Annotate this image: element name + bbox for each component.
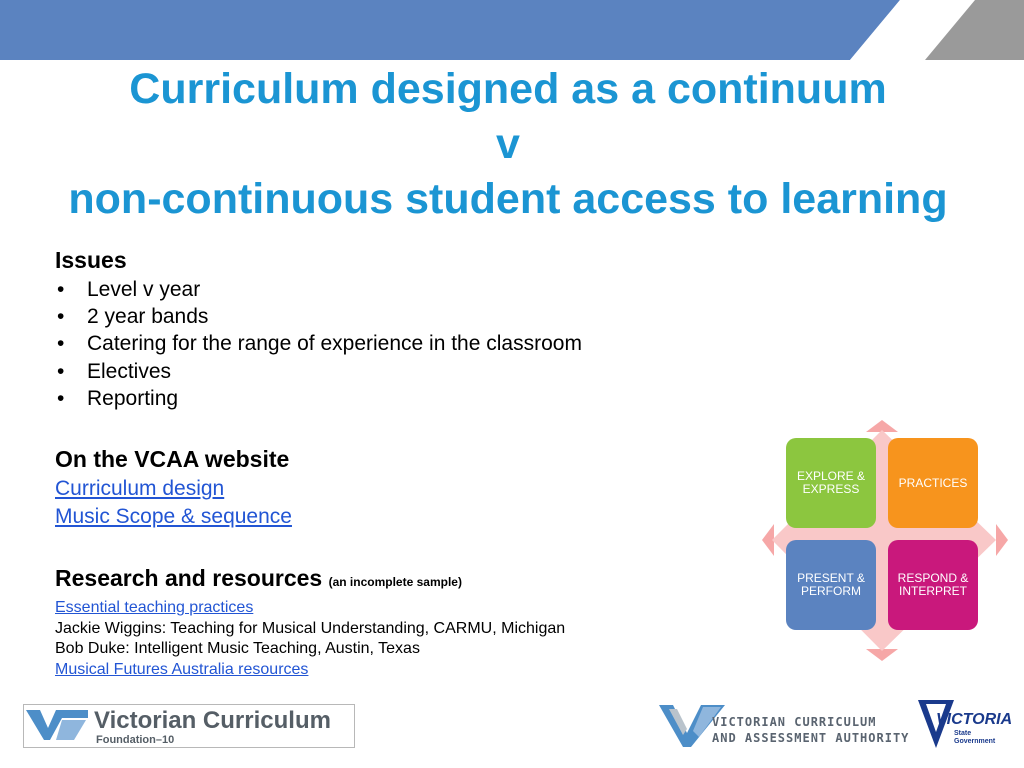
bullet: •	[57, 359, 65, 383]
vcaa-line-2: AND ASSESSMENT AUTHORITY	[712, 731, 910, 745]
research-heading-text: Research and resources	[55, 565, 323, 592]
bullet: •	[57, 305, 65, 329]
explore-express-box: EXPLORE & EXPRESS	[786, 438, 876, 528]
list-item-text: 2 year bands	[87, 305, 209, 329]
research-note: (an incomplete sample)	[328, 575, 462, 590]
list-item-text: Catering for the range of experience in the classroom	[87, 332, 582, 356]
content-body	[55, 244, 735, 680]
research-heading	[55, 562, 735, 598]
musical-futures-link[interactable]: Musical Futures Australia resources	[55, 660, 309, 678]
list-item-text: Level v year	[87, 278, 201, 301]
music-scope-sequence-link[interactable]: Music Scope & sequence	[55, 505, 292, 529]
vcaa-logo-text	[712, 714, 909, 746]
bullet: •	[57, 278, 65, 301]
title-line-1: Curriculum designed as a continuum	[129, 65, 887, 113]
issues-heading: Issues	[55, 247, 127, 273]
issues-list	[55, 276, 735, 412]
respond-interpret-box: RESPOND & INTERPRET	[888, 540, 978, 630]
resource-line: Jackie Wiggins: Teaching for Musical Understanding, CARMU, Michigan	[55, 619, 566, 637]
vc-title: Victorian Curriculum	[94, 707, 331, 734]
list-item	[55, 358, 735, 385]
title-line-3: non-continuous student access to learning	[68, 175, 948, 223]
vic-sub-1: State	[954, 730, 972, 737]
list-item-text: Reporting	[87, 386, 179, 410]
list-item	[55, 303, 735, 330]
essential-teaching-practices-link[interactable]: Essential teaching practices	[55, 599, 254, 617]
vcaa-line-1: VICTORIAN CURRICULUM	[712, 715, 877, 729]
list-item	[55, 385, 735, 412]
state-government-text	[954, 730, 995, 746]
victorian-curriculum-logo	[23, 704, 355, 748]
resource-line: Bob Duke: Intelligent Music Teaching, Austin, Texas	[55, 640, 420, 658]
vc-subtitle: Foundation–10	[96, 734, 175, 746]
vcaa-website-heading: On the VCAA website	[55, 446, 290, 473]
header-band	[0, 0, 1024, 60]
practices-box: PRACTICES	[888, 438, 978, 528]
list-item-text: Electives	[87, 359, 172, 383]
page-title	[0, 62, 1016, 227]
bullet: •	[57, 386, 65, 410]
title-line-2: v	[496, 120, 520, 168]
bullet: •	[57, 332, 65, 356]
practices-diagram	[760, 418, 1010, 663]
list-item	[55, 330, 735, 357]
victoria-wordmark: VICTORIA	[936, 711, 1013, 728]
list-item	[55, 276, 735, 303]
vc-chevron-icon	[26, 710, 88, 740]
vic-sub-2: Government	[954, 738, 996, 745]
present-perform-box: PRESENT & PERFORM	[786, 540, 876, 630]
curriculum-design-link[interactable]: Curriculum design	[55, 477, 225, 501]
